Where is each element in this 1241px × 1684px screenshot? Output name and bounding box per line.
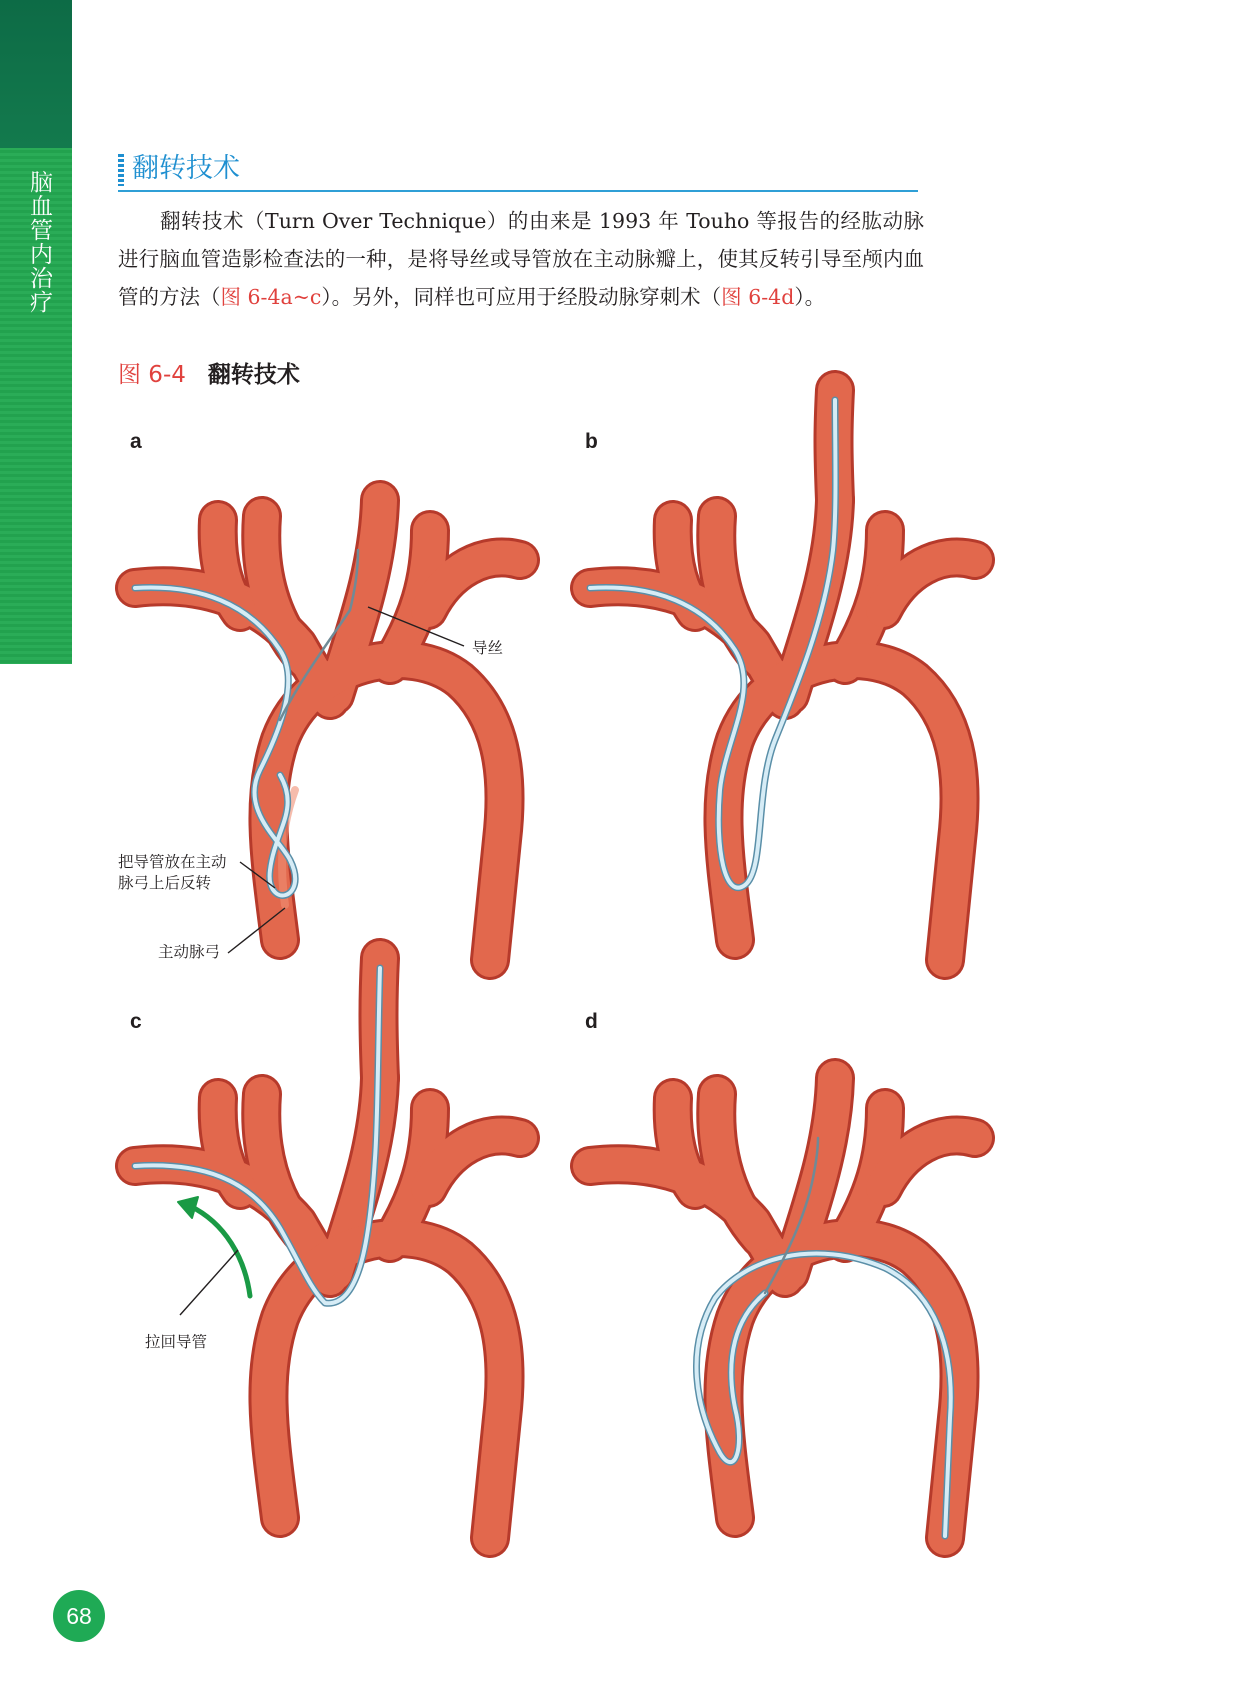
figure-number: 图 6-4 [118, 362, 186, 388]
section-title: 翻转技术 [132, 153, 240, 184]
panel-d [590, 1078, 975, 1538]
panel-label-d: d [585, 1010, 598, 1033]
panel-label-c: c [130, 1010, 142, 1033]
reverse-label-line1: 把导管放在主动 [118, 853, 227, 871]
reverse-label-line2: 脉弓上后反转 [118, 874, 212, 892]
page-number: 68 [53, 1590, 105, 1642]
paragraph-text-1: 翻转技术（Turn Over Technique）的由来是 1993 年 Touho 等报告的经肱动脉进行脑血管造影检查法的一种，是将导丝或导管放在主动脉瓣上，使其反转引导至颅内血管的方法（ [118, 209, 924, 309]
aortic-arch-label: 主动脉弓 [158, 943, 221, 961]
figure-reference-2[interactable]: 图 6-4d [721, 285, 795, 309]
paragraph-text-2: ）。另外，同样也可应用于经股动脉穿刺术（ [321, 285, 722, 309]
panel-label-b: b [585, 430, 598, 453]
panel-label-a: a [130, 430, 142, 453]
figure-title: 翻转技术 [207, 362, 300, 388]
chapter-label: 脑血管内治疗 [26, 170, 52, 314]
pull-back-leader [180, 1250, 238, 1315]
guidewire-label: 导丝 [472, 639, 504, 657]
paragraph-text-3: ）。 [794, 285, 826, 309]
panel-b [590, 390, 975, 960]
panel-c [135, 958, 520, 1538]
pull-back-label: 拉回导管 [145, 1333, 208, 1351]
figure-reference-1[interactable]: 图 6-4a~c [220, 285, 322, 309]
